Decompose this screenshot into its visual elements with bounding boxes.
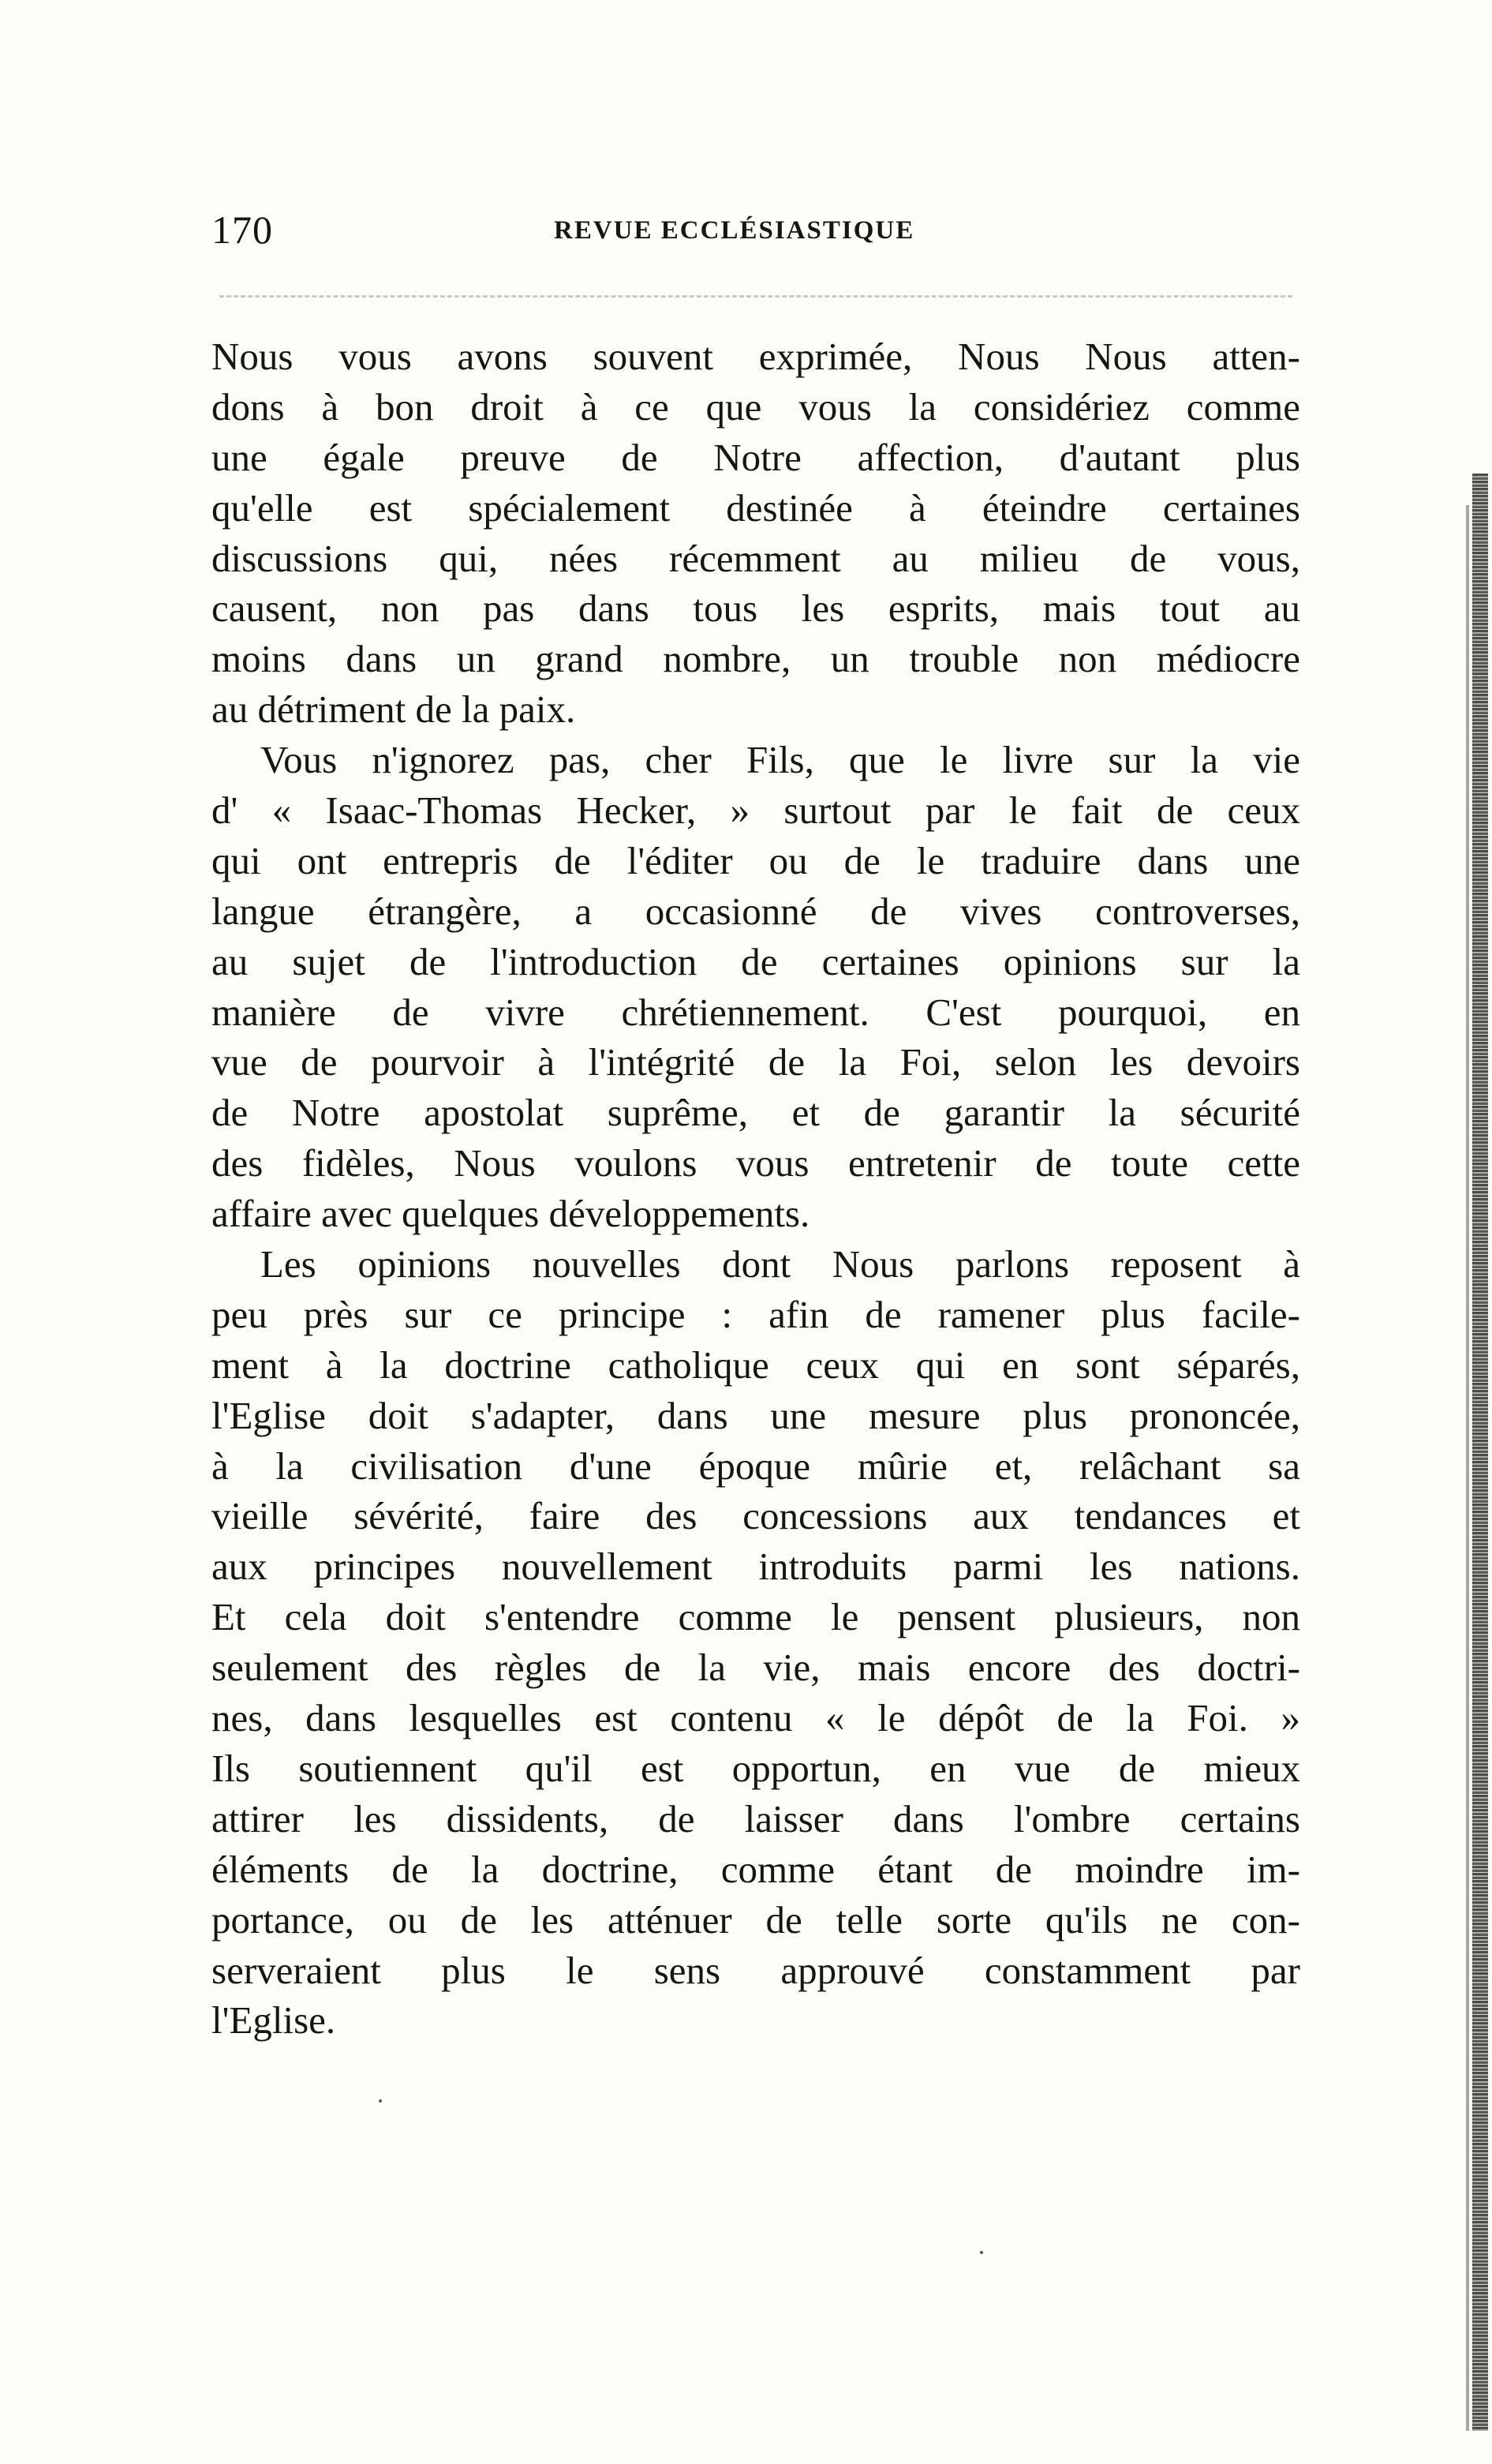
scan-edge-shadow [1466,505,1469,2431]
running-head [211,207,1300,262]
scan-speck [980,2251,983,2254]
text-line: l'Eglise. [211,1998,336,2043]
text-line: d' « Isaac-Thomas Hecker, » surtout par le fait de ceux [211,788,1300,833]
page-number: 170 [211,208,273,252]
text-line: de Notre apostolat suprême, et de garantir la sécurité [211,1091,1300,1135]
paragraph-3 [211,1239,1300,2046]
text-line: serveraient plus le sens approuvé constamment par [211,1948,1300,1992]
text-line: au détriment de la paix. [211,687,576,732]
text-line: manière de vivre chrétiennement. C'est pourquoi, en [211,990,1300,1034]
text-line: seulement des règles de la vie, mais encore des doctri- [211,1646,1300,1690]
scan-speck [379,2099,382,2103]
text-line: Nous vous avons souvent exprimée, Nous Nous atten- [211,335,1300,378]
text-line: portance, ou de les atténuer de telle sorte qu'ils ne con- [211,1897,1300,1942]
header-rule [219,295,1292,298]
paragraph-2 [211,735,1300,1239]
text-line: au sujet de l'introduction de certaines opinions sur la [211,939,1300,983]
text-line: Et cela doit s'entendre comme le pensent plusieurs, non [211,1595,1300,1639]
text-line: vue de pourvoir à l'intégrité de la Foi, selon les devoirs [211,1040,1300,1084]
journal-title: REVUE ECCLÉSIASTIQUE [554,216,915,245]
text-line: l'Eglise doit s'adapter, dans une mesure plus prononcée, [211,1393,1300,1437]
body-text [211,331,1300,2046]
text-line: attirer les dissidents, de laisser dans l'ombre certains [211,1796,1300,1841]
text-line: Les opinions nouvelles dont Nous parlons reposent à [260,1242,1300,1286]
text-line: qui ont entrepris de l'éditer ou de le traduire dans une [211,838,1300,882]
text-line: aux principes nouvellement introduits parmi les nations. [211,1545,1300,1589]
text-line: une égale preuve de Notre affection, d'autant plus [211,435,1300,479]
text-line: vieille sévérité, faire des concessions aux tendances et [211,1494,1300,1538]
scan-edge [1472,474,1488,2431]
text-line: causent, non pas dans tous les esprits, mais tout au [211,586,1300,631]
text-line: qu'elle est spécialement destinée à éteindre certaines [211,485,1300,530]
text-line: éléments de la doctrine, comme étant de moindre im- [211,1847,1300,1891]
text-line: langue étrangère, a occasionné de vives controverses, [211,889,1300,933]
text-line: ment à la doctrine catholique ceux qui en sont séparés, [211,1342,1300,1387]
text-line: moins dans un grand nombre, un trouble non médiocre [211,637,1300,681]
text-line: Ils soutiennent qu'il est opportun, en vue de mieux [211,1746,1300,1790]
text-line: à la civilisation d'une époque mûrie et, relâchant sa [211,1444,1300,1488]
text-line: Vous n'ignorez pas, cher Fils, que le livre sur la vie [260,738,1300,782]
text-line: nes, dans lesquelles est contenu « le dépôt de la Foi. » [211,1696,1300,1740]
paragraph-1 [211,331,1300,735]
text-line: dons à bon droit à ce que vous la considériez comme [211,384,1300,429]
text-line: discussions qui, nées récemment au milieu de vous, [211,536,1300,580]
text-line: peu près sur ce principe : afin de ramener plus facile- [211,1292,1300,1336]
text-line: affaire avec quelques développements. [211,1192,810,1236]
text-line: des fidèles, Nous voulons vous entretenir de toute cette [211,1141,1300,1185]
